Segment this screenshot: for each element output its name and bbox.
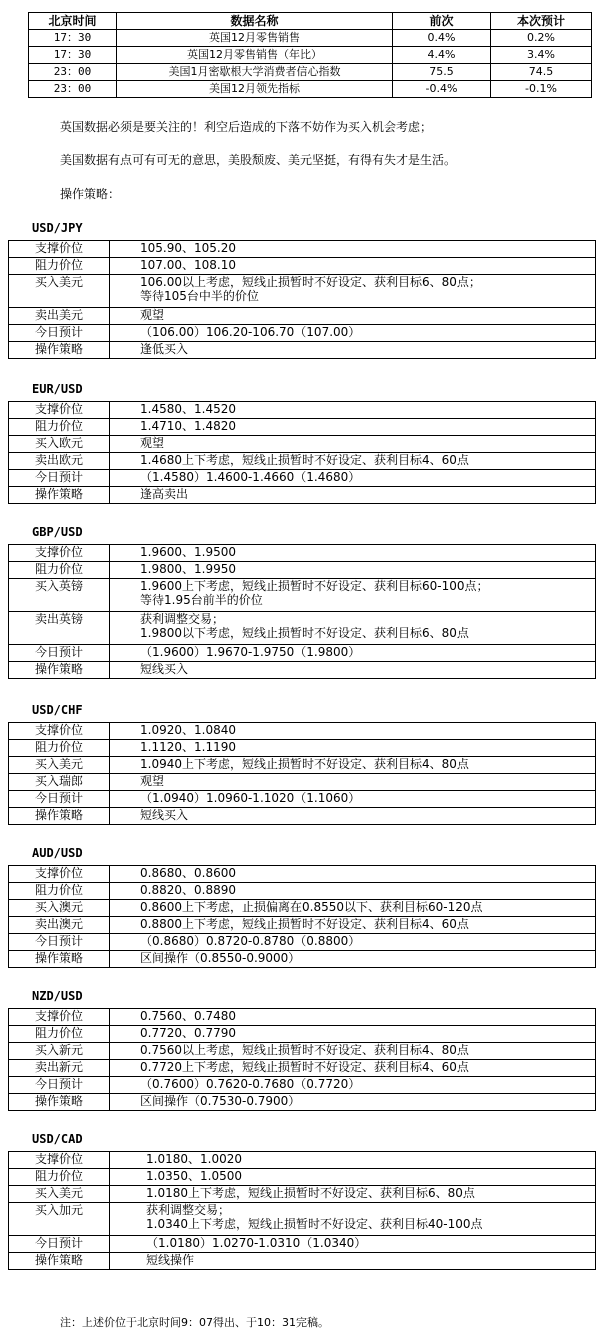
pair-row-value-line: 0.8600上下考虑，止损偏离在0.8550以下、获利目标60-120点 (140, 900, 483, 914)
calendar-row (29, 64, 592, 81)
pair-row-value (110, 1060, 596, 1077)
pair-table-usd-jpy (8, 240, 596, 359)
pair-row (9, 1026, 596, 1043)
pair-row (9, 562, 596, 579)
pair-row-value-line: 区间操作（0.8550-0.9000） (140, 951, 301, 965)
pair-row (9, 325, 596, 342)
pair-row-label: 今日预计 (9, 791, 110, 808)
pair-row-label: 支撑价位 (9, 723, 110, 740)
pair-row-value (110, 258, 596, 275)
pair-row-label: 买入欧元 (9, 436, 110, 453)
pair-row (9, 1169, 596, 1186)
calendar-forecast: 74.5 (491, 64, 592, 81)
pair-row (9, 579, 596, 612)
calendar-previous: 4.4% (393, 47, 491, 64)
pair-row (9, 1253, 596, 1270)
pair-row (9, 487, 596, 504)
pair-row (9, 900, 596, 917)
footer-note: 注：上述价位于北京时间9：07得出、于10：31完稿。 (60, 1316, 329, 1329)
pair-row-value (110, 1186, 596, 1203)
pair-row-value-line: 1.1120、1.1190 (140, 740, 236, 754)
pair-row (9, 791, 596, 808)
pair-row-label: 支撑价位 (9, 241, 110, 258)
pair-row (9, 1186, 596, 1203)
pair-row-label: 今日预计 (9, 934, 110, 951)
calendar-previous: 0.4% (393, 30, 491, 47)
pair-table-nzd-usd (8, 1008, 596, 1111)
pair-row-value-line: （106.00）106.20-106.70（107.00） (140, 325, 361, 339)
calendar-previous: -0.4% (393, 81, 491, 98)
pair-row-value (110, 1203, 596, 1236)
commentary-uk: 英国数据必须是要关注的！利空后造成的下落不妨作为买入机会考虑； (60, 120, 433, 134)
pair-row-label: 操作策略 (9, 1253, 110, 1270)
pair-row-value-line: 1.9600、1.9500 (140, 545, 236, 559)
calendar-row (29, 47, 592, 64)
pair-row-label: 操作策略 (9, 342, 110, 359)
pair-row-label: 卖出澳元 (9, 917, 110, 934)
pair-row-label: 卖出英镑 (9, 612, 110, 645)
pair-row-value (110, 1169, 596, 1186)
pair-row-value-line: 观望 (140, 774, 165, 788)
pair-row (9, 645, 596, 662)
pair-row-label: 阻力价位 (9, 1026, 110, 1043)
pair-row-label: 买入澳元 (9, 900, 110, 917)
pair-row-value (110, 275, 596, 308)
commentary-us: 美国数据有点可有可无的意思，美股颓废、美元坚挺，有得有失才是生活。 (60, 153, 457, 167)
pair-row-label: 今日预计 (9, 1077, 110, 1094)
pair-row-value-line: （1.0180）1.0270-1.0310（1.0340） (146, 1236, 367, 1250)
pair-row-value (110, 579, 596, 612)
pair-row-label: 买入新元 (9, 1043, 110, 1060)
pair-row-value-line: （0.8680）0.8720-0.8780（0.8800） (140, 934, 361, 948)
pair-row-value (110, 900, 596, 917)
pair-row-value (110, 951, 596, 968)
pair-row-value-line: 0.7720、0.7790 (140, 1026, 236, 1040)
calendar-event: 英国12月零售销售 (117, 30, 393, 47)
pair-row-label: 操作策略 (9, 662, 110, 679)
calendar-forecast: 3.4% (491, 47, 592, 64)
pair-row-label: 支撑价位 (9, 402, 110, 419)
calendar-event: 英国12月零售销售（年比） (117, 47, 393, 64)
pair-title-gbp-usd: GBP/USD (32, 525, 83, 539)
pair-row-value-line: 1.0940上下考虑，短线止损暂时不好设定、获利目标4、80点 (140, 757, 469, 771)
pair-row-value (110, 883, 596, 900)
calendar-forecast: 0.2% (491, 30, 592, 47)
pair-row (9, 470, 596, 487)
pair-row-value-line: 等待1.95台前半的价位 (140, 593, 263, 607)
pair-row-value (110, 917, 596, 934)
pair-row-value (110, 342, 596, 359)
pair-row (9, 1043, 596, 1060)
pair-row-value-line: 1.4680上下考虑，短线止损暂时不好设定、获利目标4、60点 (140, 453, 469, 467)
header-data-name: 数据名称 (117, 13, 393, 30)
pair-row-label: 买入美元 (9, 1186, 110, 1203)
pair-row (9, 1077, 596, 1094)
pair-row-label: 阻力价位 (9, 562, 110, 579)
pair-row (9, 723, 596, 740)
pair-row-value-line: 1.0180上下考虑，短线止损暂时不好设定、获利目标6、80点 (146, 1186, 475, 1200)
pair-row-value (110, 1152, 596, 1169)
pair-row (9, 241, 596, 258)
pair-row (9, 757, 596, 774)
pair-table-aud-usd (8, 865, 596, 968)
pair-row-value (110, 757, 596, 774)
pair-title-nzd-usd: NZD/USD (32, 989, 83, 1003)
pair-row-value (110, 402, 596, 419)
pair-row (9, 436, 596, 453)
pair-table-usd-chf (8, 722, 596, 825)
pair-row-label: 支撑价位 (9, 866, 110, 883)
pair-row-value-line: 0.7720上下考虑，短线止损暂时不好设定、获利目标4、60点 (140, 1060, 469, 1074)
pair-title-aud-usd: AUD/USD (32, 846, 83, 860)
pair-row-value (110, 562, 596, 579)
pair-row-value (110, 308, 596, 325)
pair-row-label: 买入瑞郎 (9, 774, 110, 791)
pair-table-eur-usd (8, 401, 596, 504)
pair-row-label: 阻力价位 (9, 1169, 110, 1186)
pair-row-value (110, 1094, 596, 1111)
pair-row-label: 买入美元 (9, 757, 110, 774)
pair-row-value (110, 1043, 596, 1060)
pair-row-value-line: 1.0180、1.0020 (146, 1152, 242, 1166)
pair-row-value (110, 419, 596, 436)
pair-title-usd-cad: USD/CAD (32, 1132, 83, 1146)
pair-row-label: 买入英镑 (9, 579, 110, 612)
pair-row-value-line: 短线买入 (140, 662, 189, 676)
pair-row-value-line: 0.8800上下考虑，短线止损暂时不好设定、获利目标4、60点 (140, 917, 469, 931)
pair-row-value (110, 934, 596, 951)
pair-row-value (110, 774, 596, 791)
pair-row-value (110, 1009, 596, 1026)
header-forecast: 本次预计 (491, 13, 592, 30)
pair-row-value-line: （1.9600）1.9670-1.9750（1.9800） (140, 645, 361, 659)
pair-row-value-line: 1.4710、1.4820 (140, 419, 236, 433)
pair-row-label: 操作策略 (9, 487, 110, 504)
pair-row-value-line: 1.9800以下考虑，短线止损暂时不好设定、获利目标6、80点 (140, 626, 469, 640)
pair-row-value-line: （1.0940）1.0960-1.1020（1.1060） (140, 791, 361, 805)
pair-row (9, 740, 596, 757)
pair-row-value (110, 740, 596, 757)
pair-row (9, 612, 596, 645)
calendar-time: 17：30 (29, 30, 117, 47)
pair-row (9, 419, 596, 436)
pair-row (9, 402, 596, 419)
pair-row-value (110, 791, 596, 808)
pair-row (9, 662, 596, 679)
pair-row-value-line: 0.7560、0.7480 (140, 1009, 236, 1023)
pair-row (9, 1152, 596, 1169)
pair-row-label: 操作策略 (9, 951, 110, 968)
calendar-row (29, 30, 592, 47)
pair-row-value-line: 短线操作 (146, 1253, 195, 1267)
pair-row-value-line: 1.9800、1.9950 (140, 562, 236, 576)
pair-row (9, 1060, 596, 1077)
pair-row-value-line: 0.8680、0.8600 (140, 866, 236, 880)
pair-row-value-line: 等待105台中半的价位 (140, 289, 259, 303)
pair-row-label: 阻力价位 (9, 419, 110, 436)
pair-row-label: 操作策略 (9, 1094, 110, 1111)
pair-row-value-line: 105.90、105.20 (140, 241, 236, 255)
pair-row (9, 883, 596, 900)
pair-row-value (110, 808, 596, 825)
pair-row (9, 1009, 596, 1026)
pair-row (9, 951, 596, 968)
pair-row-value-line: 106.00以上考虑，短线止损暂时不好设定、获利目标6、80点； (140, 275, 481, 289)
pair-row-value-line: 逢低买入 (140, 342, 189, 356)
pair-row (9, 808, 596, 825)
pair-table-usd-cad (8, 1151, 596, 1270)
pair-row-label: 支撑价位 (9, 1152, 110, 1169)
pair-row (9, 866, 596, 883)
calendar-time: 17：30 (29, 47, 117, 64)
pair-row (9, 545, 596, 562)
pair-row-value (110, 487, 596, 504)
pair-row-value-line: 107.00、108.10 (140, 258, 236, 272)
pair-row-value-line: 0.7560以上考虑，短线止损暂时不好设定、获利目标4、80点 (140, 1043, 469, 1057)
pair-row (9, 308, 596, 325)
pair-row-label: 今日预计 (9, 325, 110, 342)
pair-row-label: 卖出美元 (9, 308, 110, 325)
pair-row-value (110, 453, 596, 470)
pair-row-value (110, 436, 596, 453)
calendar-time: 23：00 (29, 81, 117, 98)
pair-row-value (110, 241, 596, 258)
pair-row-value (110, 1026, 596, 1043)
calendar-header-row (29, 13, 592, 30)
pair-row-label: 今日预计 (9, 470, 110, 487)
pair-row-value-line: 区间操作（0.7530-0.7900） (140, 1094, 301, 1108)
pair-row-label: 阻力价位 (9, 883, 110, 900)
pair-row-value (110, 325, 596, 342)
pair-row-value-line: 1.0920、1.0840 (140, 723, 236, 737)
pair-title-usd-chf: USD/CHF (32, 703, 83, 717)
pair-row-label: 支撑价位 (9, 545, 110, 562)
pair-row-value (110, 470, 596, 487)
economic-calendar-table (28, 12, 592, 98)
pair-row (9, 275, 596, 308)
calendar-body (29, 30, 592, 98)
pair-row-value-line: 1.9600上下考虑，短线止损暂时不好设定、获利目标60-100点； (140, 579, 489, 593)
calendar-previous: 75.5 (393, 64, 491, 81)
pair-row (9, 342, 596, 359)
pair-row-value-line: 获利调整交易； (140, 612, 225, 626)
calendar-forecast: -0.1% (491, 81, 592, 98)
pair-row (9, 453, 596, 470)
pair-row-label: 操作策略 (9, 808, 110, 825)
pair-row-value (110, 1077, 596, 1094)
pair-row-label: 阻力价位 (9, 258, 110, 275)
pair-table-gbp-usd (8, 544, 596, 679)
header-beijing-time: 北京时间 (29, 13, 117, 30)
pair-row-label: 今日预计 (9, 645, 110, 662)
pair-row (9, 774, 596, 791)
pair-row-value-line: 1.4580、1.4520 (140, 402, 236, 416)
pair-row-value-line: 观望 (140, 436, 165, 450)
pair-row-value (110, 723, 596, 740)
pair-row-value-line: 短线买入 (140, 808, 189, 822)
pair-row-value (110, 1236, 596, 1253)
calendar-row (29, 81, 592, 98)
pair-row-value (110, 612, 596, 645)
pair-row-label: 支撑价位 (9, 1009, 110, 1026)
pair-row-value-line: 观望 (140, 308, 165, 322)
pair-row-label: 卖出欧元 (9, 453, 110, 470)
pair-row-label: 买入加元 (9, 1203, 110, 1236)
pair-title-eur-usd: EUR/USD (32, 382, 83, 396)
pair-row-value-line: 0.8820、0.8890 (140, 883, 236, 897)
pair-row-label: 阻力价位 (9, 740, 110, 757)
pair-row (9, 917, 596, 934)
pair-row-value (110, 1253, 596, 1270)
pair-row-label: 卖出新元 (9, 1060, 110, 1077)
calendar-event: 美国1月密歇根大学消费者信心指数 (117, 64, 393, 81)
pair-row-value-line: 1.0350、1.0500 (146, 1169, 242, 1183)
header-previous: 前次 (393, 13, 491, 30)
pair-title-usd-jpy: USD/JPY (32, 221, 83, 235)
pair-row-label: 今日预计 (9, 1236, 110, 1253)
pair-row-value-line: （1.4580）1.4600-1.4660（1.4680） (140, 470, 361, 484)
pair-row (9, 934, 596, 951)
pair-row (9, 1094, 596, 1111)
pair-row (9, 1236, 596, 1253)
pair-row-value-line: 逢高卖出 (140, 487, 189, 501)
calendar-event: 美国12月领先指标 (117, 81, 393, 98)
pair-row (9, 258, 596, 275)
pair-row-value-line: 获利调整交易； (146, 1203, 231, 1217)
pair-row-value-line: （0.7600）0.7620-0.7680（0.7720） (140, 1077, 361, 1091)
pair-row-value (110, 545, 596, 562)
pair-row-value (110, 645, 596, 662)
pair-row-value (110, 662, 596, 679)
pair-row-label: 买入美元 (9, 275, 110, 308)
pair-row (9, 1203, 596, 1236)
pair-row-value-line: 1.0340上下考虑，短线止损暂时不好设定、获利目标40-100点 (146, 1217, 483, 1231)
calendar-time: 23：00 (29, 64, 117, 81)
strategy-heading: 操作策略： (60, 187, 121, 201)
pair-row-value (110, 866, 596, 883)
